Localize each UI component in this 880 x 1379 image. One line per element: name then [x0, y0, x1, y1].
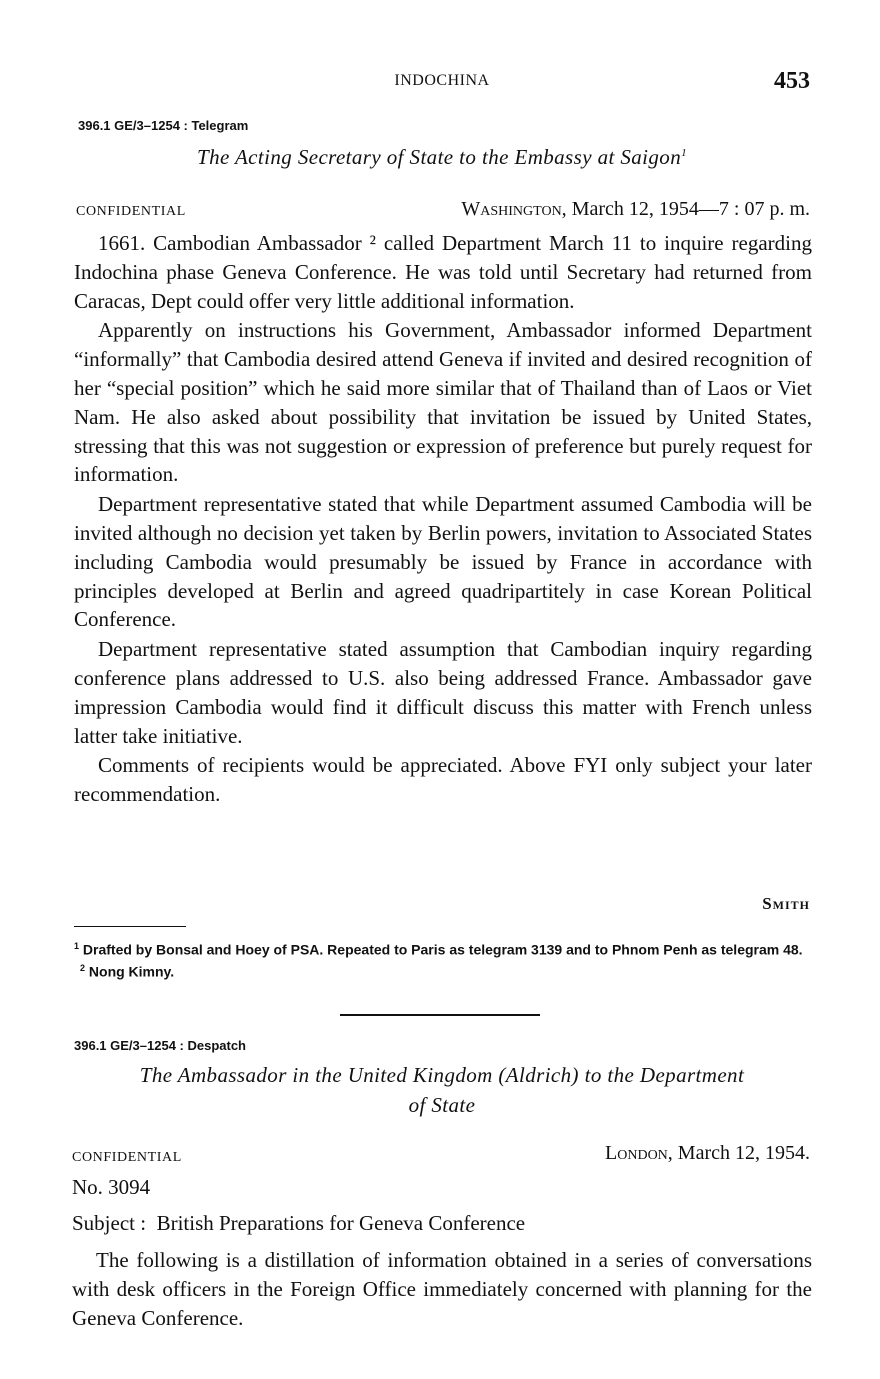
doc1-dateline-date: March 12, 1954—7 : 07 p. m.	[571, 198, 810, 220]
doc2-body	[72, 1246, 812, 1333]
doc2-subject: Subject : British Preparations for Geneva Conference	[72, 1211, 526, 1235]
footnote-2-mark: 2	[80, 962, 86, 973]
doc1-paragraph-1: 1661. Cambodian Ambassador ² called Department March 11 to inquire regarding Indochina phase Geneva Conference. He was told until Secretary had returned from Caracas, Dept could offer very little additional information.	[74, 231, 812, 313]
doc1-dateline	[461, 198, 810, 221]
running-head	[72, 68, 812, 98]
doc1-paragraph-3: Department representative stated that while Department assumed Cambodia will be invited although no decision yet taken by Berlin powers, invitation to Associated States including Cambodia would presumably be issued by France in accordance with principles developed at Berlin and agreed quadripartitely in case Korean Political Conference.	[74, 492, 812, 632]
doc1-title	[72, 145, 812, 170]
doc1-classification: CONFIDENTIAL	[76, 204, 186, 219]
running-title: INDOCHINA	[394, 72, 490, 89]
doc1-file-reference: 396.1 GE/3–1254 : Telegram	[78, 118, 249, 133]
doc2-file-reference: 396.1 GE/3–1254 : Despatch	[74, 1038, 246, 1053]
doc1-footnotes	[74, 937, 812, 980]
doc2-paragraph-1: The following is a distillation of information obtained in a series of conversations with desk officers in the Foreign Office immediately concerned with planning for the Geneva Conference.	[72, 1248, 812, 1330]
doc1-title-footnote-mark: 1	[681, 147, 688, 159]
doc1-dateline-place: Washington,	[461, 198, 567, 220]
doc2-dateline-place: London,	[605, 1142, 673, 1164]
doc1-title-text: The Acting Secretary of State to the Embassy at Saigon	[196, 145, 682, 169]
footnote-2	[74, 959, 812, 981]
doc2-title-line-2: of State	[408, 1093, 476, 1117]
doc2-number: No. 3094	[72, 1175, 151, 1199]
footnote-1-mark: 1	[74, 941, 80, 951]
doc1-body	[74, 229, 812, 810]
doc2-classification: CONFIDENTIAL	[72, 1150, 182, 1165]
footnote-1	[74, 937, 812, 959]
footnote-rule	[74, 926, 186, 927]
page-number: 453	[774, 68, 810, 94]
doc1-paragraph-2: Apparently on instructions his Government, Ambassador informed Department “informally” that Cambodia desired attend Geneva if invited and desired recognition of her “special position” which he said more similar that of Thailand than of Laos or Viet Nam. He also asked about possibility that invitation be issued by United States, stressing that this was not suggestion or expression of preference but purely request for information.	[74, 318, 812, 487]
doc1-signature: Smith	[762, 894, 810, 913]
doc2-title-line-1: The Ambassador in the United Kingdom (Aldrich) to the Department	[139, 1063, 745, 1087]
document-page	[72, 0, 812, 1379]
doc2-dateline-date: March 12, 1954.	[677, 1142, 810, 1164]
doc1-paragraph-5: Comments of recipients would be appreciated. Above FYI only subject your later recommendation.	[74, 753, 812, 807]
section-divider	[340, 1014, 540, 1016]
footnote-2-text: Nong Kimny.	[88, 963, 175, 980]
footnote-1-text: Drafted by Bonsal and Hoey of PSA. Repeated to Paris as telegram 3139 and to Phnom Penh as telegram 48.	[82, 941, 803, 958]
doc1-paragraph-4: Department representative stated assumption that Cambodian inquiry regarding conference plans addressed to U.S. also being addressed France. Ambassador gave impression Cambodia would find it difficult discuss this matter with French unless latter take initiative.	[74, 637, 812, 748]
doc2-dateline	[605, 1142, 810, 1165]
